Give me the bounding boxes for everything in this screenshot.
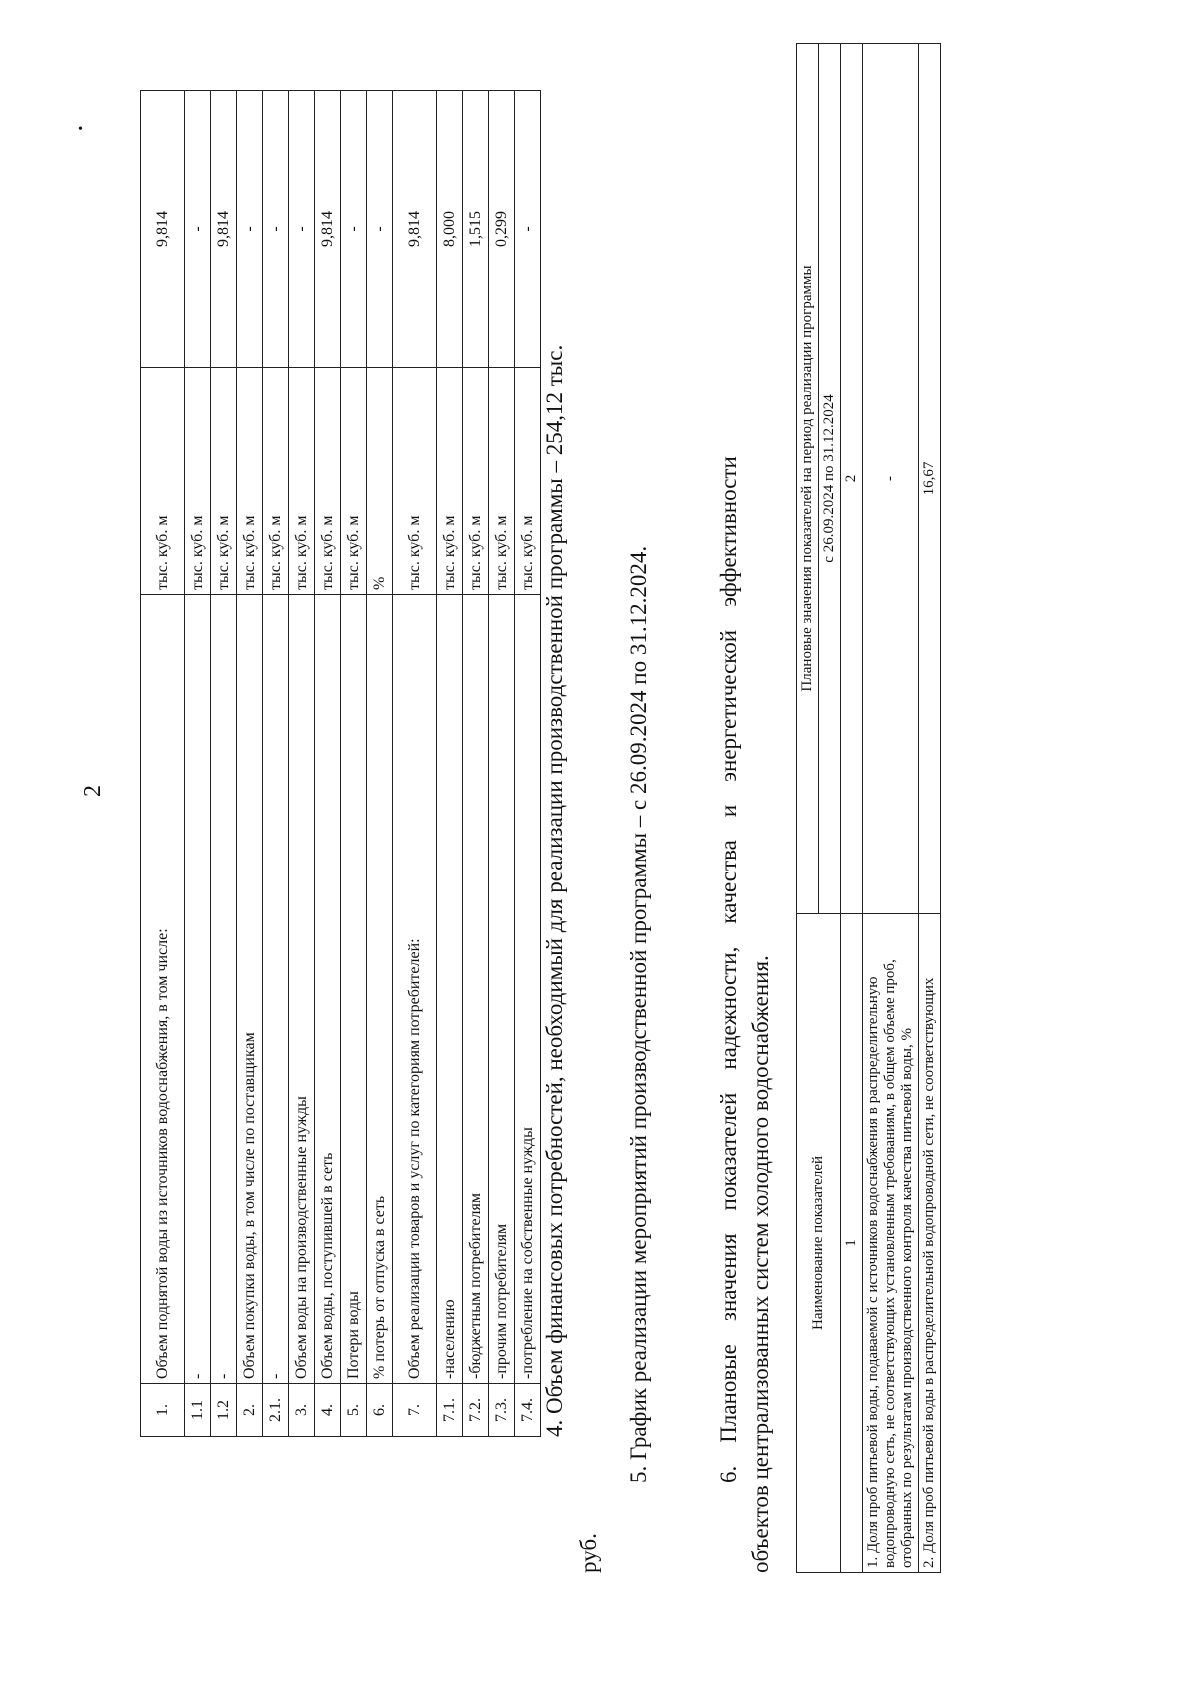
row-num-cell: 7.3. [489,1384,515,1437]
row-value-cell: 9,814 [141,91,185,368]
row-num-cell: 7.2. [463,1384,489,1437]
table-row [289,91,315,1437]
row-name-cell: Объем покупки воды, в том числе по поставщикам [237,595,263,1384]
row-unit-cell: тыс. куб. м [515,368,541,595]
header-period-cell: с 26.09.2024 по 31.12.2024 [819,44,841,914]
row-value-cell: - [341,91,367,368]
row-name-cell: Объем реализации товаров и услуг по категориям потребителей: [393,595,437,1384]
row-value-cell: 0,299 [489,91,515,368]
row-unit-cell: тыс. куб. м [289,368,315,595]
row-value-cell: - [237,91,263,368]
row-name-cell: Потери воды [341,595,367,1384]
row-num-cell: 5. [341,1384,367,1437]
table-row [141,91,185,1437]
row-unit-cell: тыс. куб. м [141,368,185,595]
row-name-cell: % потерь от отпуска в сеть [367,595,393,1384]
row-num-cell: 7.4. [515,1384,541,1437]
table-row [463,91,489,1437]
scan-speck: • [78,122,83,137]
row-unit-cell: тыс. куб. м [489,368,515,595]
row-num-cell: 7. [393,1384,437,1437]
table-row [437,91,463,1437]
row-name-cell: Объем воды на производственные нужды [289,595,315,1384]
row-name-cell: - [263,595,289,1384]
table-row [393,91,437,1437]
row-name-cell: -потребление на собственные нужды [515,595,541,1384]
row-num-cell: 6. [367,1384,393,1437]
row-value-cell: 9,814 [211,91,237,368]
page-number: 2 [80,785,106,797]
row-name-cell: Объем поднятой воды из источников водоснабжения, в том числе: [141,595,185,1384]
table-row [515,91,541,1437]
row-name-cell: -прочим потребителям [489,595,515,1384]
section-4-line2: руб. [576,1533,601,1573]
row-value-cell: 9,814 [393,91,437,368]
planned-indicators-table [796,43,941,1573]
table-row [489,91,515,1437]
table-row [263,91,289,1437]
section-5: 5. График реализации мероприятий производственной программы – с 26.09.2024 по 31.12.2024. [626,545,651,1483]
header-name-cell: Наименование показателей [797,914,841,1573]
row-unit-cell: % [367,368,393,595]
header-values-cell: Плановые значения показателей на период реализации программы [797,44,819,914]
table-row [315,91,341,1437]
row-unit-cell: тыс. куб. м [185,368,211,595]
row-unit-cell: тыс. куб. м [463,368,489,595]
table-row [367,91,393,1437]
row-value-cell: - [185,91,211,368]
indicator-1-name: 1. Доля проб питьевой воды, подаваемой с источников водоснабжения в распределительную водопроводную сеть, не соответствующих установленным требованиям, в общем объеме проб, отобранных по результатам производственного контроля качества питьевой воды, % [863,914,919,1573]
row-name-cell: - [185,595,211,1384]
table-row [341,91,367,1437]
row-value-cell: - [515,91,541,368]
row-unit-cell: тыс. куб. м [315,368,341,595]
row-num-cell: 1.1 [185,1384,211,1437]
row-name-cell: -населению [437,595,463,1384]
row-value-cell: 1,515 [463,91,489,368]
row-value-cell: 8,000 [437,91,463,368]
row-name-cell: -бюджетным потребителям [463,595,489,1384]
row-unit-cell: тыс. куб. м [211,368,237,595]
indicator-2-name: 2. Доля проб питьевой воды в распределительной водопроводной сети, не соответствующих [919,914,941,1573]
row-num-cell: 1. [141,1384,185,1437]
row-value-cell: - [263,91,289,368]
row-num-cell: 2. [237,1384,263,1437]
row-unit-cell: тыс. куб. м [393,368,437,595]
table-row [237,91,263,1437]
water-volume-table [140,90,541,1437]
row-unit-cell: тыс. куб. м [341,368,367,595]
section-6-line1: 6. Плановые значения показателей надежности, качества и энергетической эффективности [716,456,741,1483]
row-unit-cell: тыс. куб. м [237,368,263,595]
row-num-cell: 2.1. [263,1384,289,1437]
row-name-cell: - [211,595,237,1384]
row-value-cell: - [289,91,315,368]
indicator-2-value: 16,67 [919,44,941,914]
section-6-line2: объектов централизованных систем холодного водоснабжения. [748,955,773,1573]
row-num-cell: 7.1. [437,1384,463,1437]
row-num-cell: 1.2 [211,1384,237,1437]
indicator-1-value: - [863,44,919,914]
table-row [211,91,237,1437]
row-num-cell: 3. [289,1384,315,1437]
row-value-cell: 9,814 [315,91,341,368]
row-unit-cell: тыс. куб. м [263,368,289,595]
column-number-2: 2 [841,44,863,914]
row-num-cell: 4. [315,1384,341,1437]
table-row [185,91,211,1437]
column-number-1: 1 [841,914,863,1573]
row-unit-cell: тыс. куб. м [437,368,463,595]
section-4-line1: 4. Объем финансовых потребностей, необходимый для реализации производственной программы – 254,12 тыс. [542,344,567,1437]
row-value-cell: - [367,91,393,368]
row-name-cell: Объем воды, поступившей в сеть [315,595,341,1384]
